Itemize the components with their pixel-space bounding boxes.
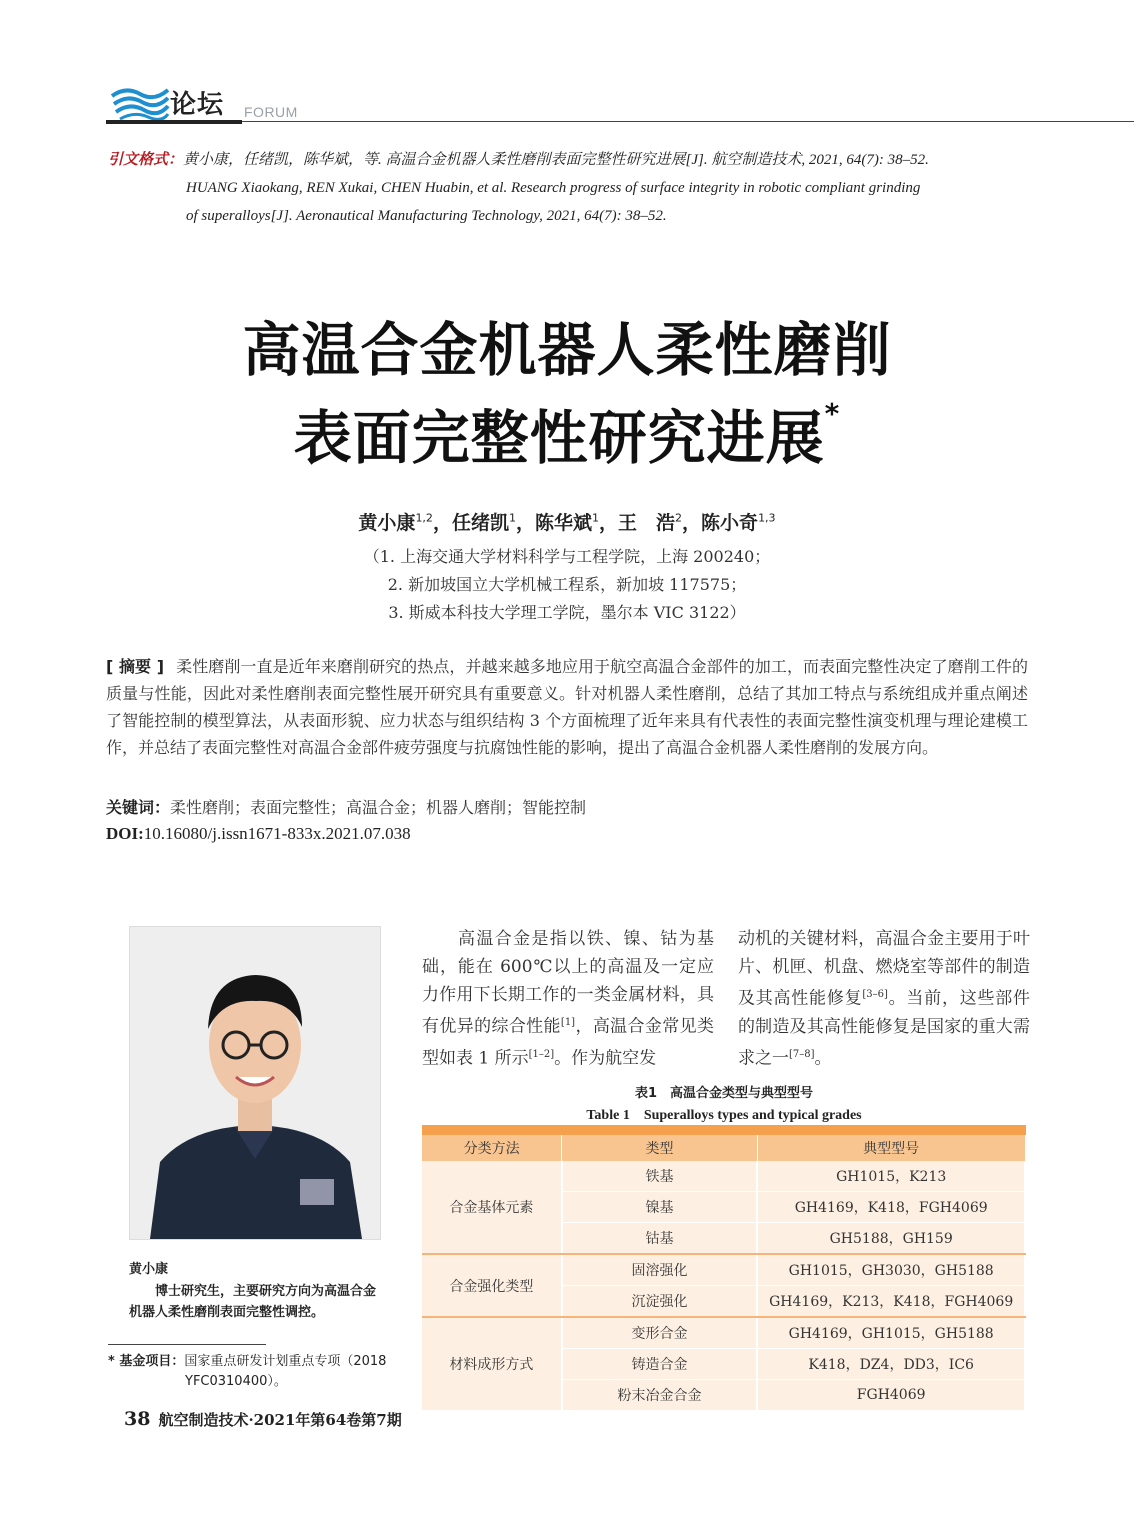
doi-label: DOI: — [106, 824, 144, 843]
body-text: 。作为航空发 — [554, 1048, 657, 1069]
funding-line1: 国家重点研发计划重点专项（2018 — [184, 1354, 387, 1369]
table-cell: 粉末冶金合金 — [562, 1380, 758, 1411]
table-cell: 铸造合金 — [562, 1349, 758, 1380]
table-cell: GH4169，GH1015，GH5188 — [757, 1317, 1025, 1349]
author-name: 陈华斌 — [534, 512, 592, 534]
author-affil: 1 — [508, 511, 516, 525]
table-row — [422, 1317, 1025, 1349]
table-cell: GH1015，K213 — [757, 1161, 1025, 1192]
footnote-rule — [108, 1344, 266, 1345]
funding-note — [108, 1352, 408, 1392]
citation-cn: 黄小康，任绪凯，陈华斌，等. 高温合金机器人柔性磨削表面完整性研究进展[J]. 航空制造技术, 2021, 64(7): 38–52. — [183, 152, 929, 168]
reference[interactable]: [7–8] — [789, 1048, 815, 1060]
title-footnote-mark: * — [824, 397, 841, 430]
table-cell: 固溶强化 — [562, 1254, 758, 1286]
author-affil: 1,2 — [415, 511, 433, 525]
table-cell: K418，DZ4，DD3，IC6 — [757, 1349, 1025, 1380]
funding-label: * 基金项目： — [108, 1354, 185, 1369]
abstract-label: [ 摘要 ] — [106, 657, 165, 676]
doi — [106, 824, 1028, 844]
table-cell: GH5188，GH159 — [757, 1223, 1025, 1255]
table-row — [422, 1161, 1025, 1192]
affiliation-line: 2. 新加坡国立大学机械工程系，新加坡 117575； — [387, 575, 747, 594]
journal-name: 航空制造技术·2021年第64卷第7期 — [158, 1411, 402, 1429]
citation-en-line2: of superalloys[J]. Aeronautical Manufacturing Technology, 2021, 64(7): 38–52. — [186, 208, 667, 224]
funding-line2: YFC0310400）。 — [185, 1374, 287, 1389]
bio-description: 博士研究生，主要研究方向为高温合金机器人柔性磨削表面完整性调控。 — [129, 1284, 377, 1320]
doi-value[interactable]: 10.16080/j.issn1671-833x.2021.07.038 — [143, 824, 411, 843]
title-line2: 表面完整性研究进展 — [293, 404, 825, 472]
table-caption-cn: 表1 高温合金类型与典型型号 — [634, 1086, 814, 1101]
section-title: 论坛 — [170, 90, 225, 120]
table-category-cell: 合金基体元素 — [422, 1161, 562, 1254]
citation-block — [108, 146, 1038, 230]
reference[interactable]: [3–6] — [862, 989, 888, 1000]
authors-line — [0, 508, 1134, 535]
section-subtitle: FORUM — [244, 104, 298, 120]
body-text: 动机的关键材料，高温合金主要用于叶片、机匣、机盘、燃烧室等部件的制造及其高性能修复 — [738, 929, 1030, 1009]
reference[interactable]: [1–2] — [528, 1048, 555, 1060]
header-rule-thick — [106, 120, 242, 124]
author-portrait-icon — [130, 927, 380, 1239]
author-photo — [129, 926, 381, 1240]
header-rule-thin — [242, 121, 1134, 122]
forum-wave-logo-icon — [110, 82, 170, 122]
body-text: ，高温合金常见类型如表 1 所示 — [422, 1016, 715, 1069]
table-top-bar — [422, 1125, 1026, 1135]
author-affil: 1,3 — [758, 511, 776, 525]
page-footer — [124, 1408, 402, 1430]
keywords — [106, 796, 1028, 820]
keywords-text: 柔性磨削；表面完整性；高温合金；机器人磨削；智能控制 — [170, 798, 587, 817]
affiliations — [0, 543, 1134, 627]
bio-name: 黄小康 — [129, 1262, 169, 1277]
author-sep: ， — [682, 512, 702, 534]
table-row — [422, 1254, 1025, 1286]
author-sep: ， — [515, 512, 535, 534]
author-sep: ， — [599, 512, 619, 534]
page-number: 38 — [124, 1408, 151, 1430]
table-cell: 钴基 — [562, 1223, 758, 1255]
body-text: 高温合金是指以铁、镍、钴为基础，能在 600℃以上的高温及一定应力作用下长期工作的一类金属材料，具有优异的综合性能 — [422, 929, 714, 1037]
table-caption-en: Table 1 Superalloys types and typical grades — [586, 1108, 862, 1123]
table-cell: 镍基 — [562, 1192, 758, 1223]
citation-en-line1: HUANG Xiaokang, REN Xukai, CHEN Huabin, et al. Research progress of surface integrity in robotic compliant grinding — [186, 180, 921, 196]
table-header-row — [422, 1135, 1025, 1161]
table-category-cell: 材料成形方式 — [422, 1317, 562, 1410]
table-cell: FGH4069 — [757, 1380, 1025, 1411]
superalloy-table — [422, 1135, 1026, 1410]
body-column-1 — [422, 925, 714, 1072]
table-category-cell: 合金强化类型 — [422, 1254, 562, 1317]
title-line1: 高温合金机器人柔性磨削 — [242, 316, 892, 384]
author-affil: 2 — [675, 511, 683, 525]
citation-label: 引文格式： — [108, 152, 184, 168]
table-header-cell: 典型型号 — [757, 1135, 1025, 1161]
table-cell: 沉淀强化 — [562, 1286, 758, 1318]
author-name: 陈小奇 — [701, 512, 759, 534]
abstract-text: 柔性磨削一直是近年来磨削研究的热点，并越来越多地应用于航空高温合金部件的加工，而表面完整性决定了磨削工件的质量与性能，因此对柔性磨削表面完整性展开研究具有重要意义。针对机器人柔性磨削，总结了其加工特点与系统组成并重点阐述了智能控制的模型算法，从表面形貌、应力状态与组织结构 3 个方面梳理了近年来具有代表性的表面完整性演变机理与理论建模工作，并总结了表面完整性对高温合金部件疲劳强度与抗腐蚀性能的影响，提出了高温合金机器人柔性磨削的发展方向。 — [106, 657, 1028, 757]
body-text: 。当前，这些部件的制造及其高性能修复是国家的重大需求之一 — [738, 988, 1031, 1069]
table-cell: 变形合金 — [562, 1317, 758, 1349]
table-header-cell: 类型 — [562, 1135, 758, 1161]
reference[interactable]: [1] — [560, 1017, 576, 1028]
table-cell: GH4169，K418，FGH4069 — [757, 1192, 1025, 1223]
table-cell: 铁基 — [562, 1161, 758, 1192]
affiliation-line: 3. 斯威本科技大学理工学院，墨尔本 VIC 3122） — [388, 603, 746, 622]
body-text: 。 — [814, 1048, 832, 1069]
author-name: 任绪凯 — [451, 512, 509, 534]
body-column-2 — [738, 925, 1030, 1072]
table-header-cell: 分类方法 — [422, 1135, 562, 1161]
abstract — [106, 653, 1028, 761]
article-title — [0, 306, 1134, 482]
author-affil: 1 — [592, 511, 599, 525]
author-name: 黄小康 — [358, 512, 416, 534]
keywords-label: 关键词： — [106, 798, 171, 817]
author-sep: ， — [432, 512, 452, 534]
affiliation-line: （1. 上海交通大学材料科学与工程学院，上海 200240； — [363, 547, 771, 566]
author-name: 王 浩 — [618, 512, 676, 534]
table-cell: GH4169，K213，K418，FGH4069 — [757, 1286, 1025, 1318]
table-cell: GH1015，GH3030，GH5188 — [757, 1254, 1025, 1286]
